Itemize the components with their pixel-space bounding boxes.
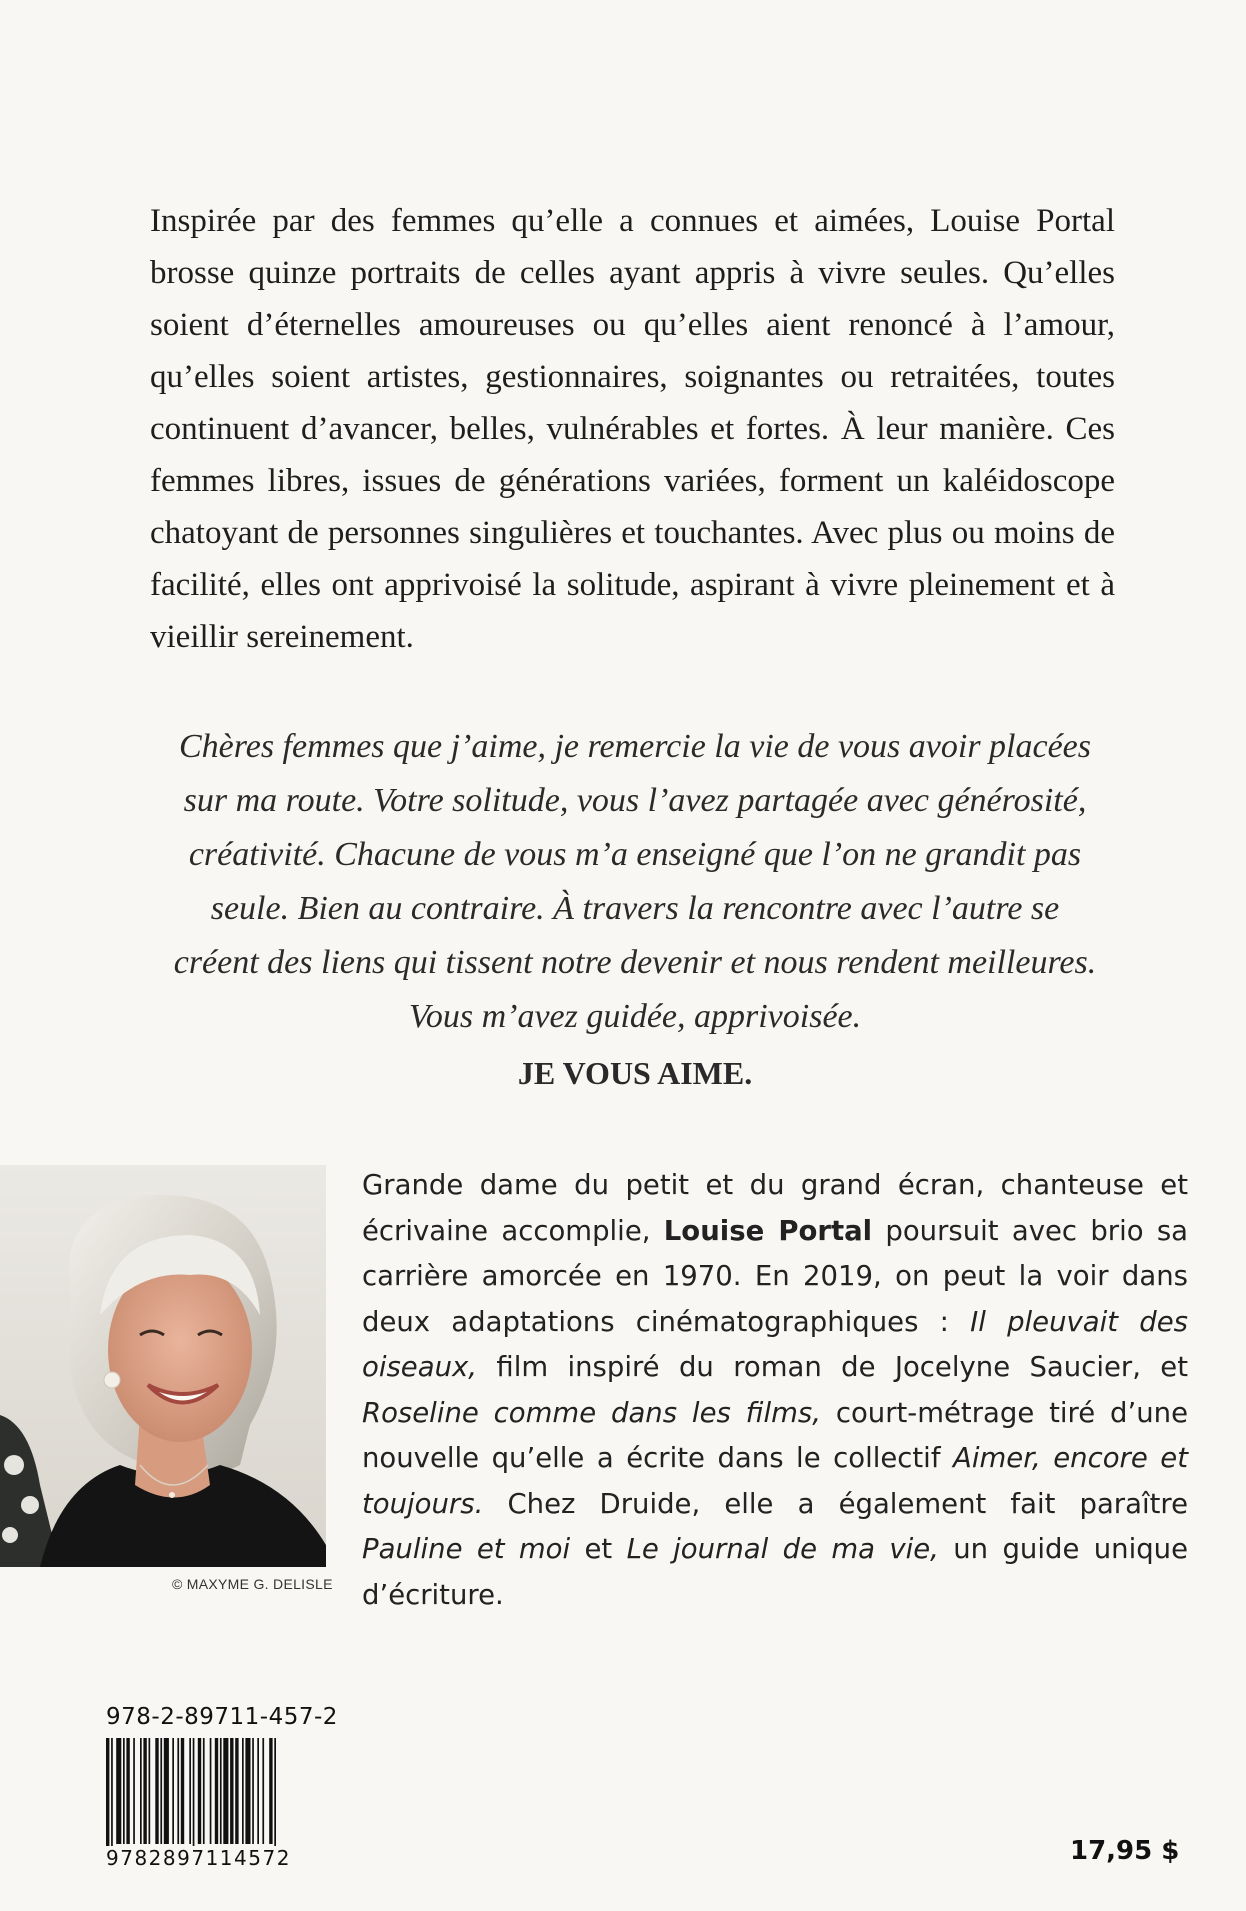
book-title: Le journal de ma vie,: [626, 1533, 939, 1565]
author-name: Louise Portal: [663, 1214, 873, 1247]
barcode-bar: [116, 1738, 121, 1844]
quote-line: Vous m’avez guidée, apprivoisée.: [408, 998, 862, 1035]
barcode-bar: [269, 1738, 272, 1844]
barcode-bar: [181, 1738, 184, 1844]
author-bio: [362, 1163, 1188, 1618]
barcode-bar: [149, 1738, 151, 1844]
bio-text: un guide unique d’écriture.: [362, 1533, 1189, 1611]
author-portrait-image: [0, 1165, 326, 1567]
barcode-bar: [262, 1738, 264, 1844]
barcode-bar: [203, 1738, 205, 1844]
bio-text: et: [570, 1533, 627, 1565]
film-title: Roseline comme dans les films,: [362, 1396, 821, 1429]
author-photo: [0, 1165, 326, 1567]
barcode-bar: [193, 1738, 195, 1860]
barcode-bar: [155, 1738, 158, 1844]
barcode-bar: [230, 1738, 233, 1844]
bio-text: Chez Druide, elle a également fait paraître: [483, 1487, 1188, 1520]
barcode-bar: [210, 1738, 212, 1844]
barcode-bar: [235, 1738, 238, 1844]
quote-line: créativité. Chacune de vous m’a enseigné que l’on ne grandit pas: [188, 836, 1082, 873]
barcode-bar: [274, 1738, 276, 1860]
barcode-bar: [198, 1738, 201, 1844]
bio-text: Grande dame du petit et du grand écran, chanteuse et écrivaine accomplie,: [362, 1169, 1188, 1247]
price: 17,95 $: [1070, 1836, 1180, 1866]
barcode-bar: [172, 1738, 174, 1844]
barcode-bar: [245, 1738, 250, 1844]
barcode-bar: [111, 1738, 113, 1860]
barcode-bar: [215, 1738, 218, 1844]
barcode-bar: [223, 1738, 228, 1844]
barcode-bar: [143, 1738, 146, 1844]
barcode: [104, 1738, 342, 1860]
quote-line: créent des liens qui tissent notre devenir et nous rendent meilleures.: [173, 944, 1097, 981]
barcode-digits: 9782897114572: [106, 1846, 291, 1870]
barcode-bar: [257, 1738, 259, 1844]
barcode-bar: [164, 1738, 169, 1844]
summary-paragraph: Inspirée par des femmes qu’elle a connues et aimées, Louise Portal brosse quinze portraits de celles ayant appris à vivre seules. Qu’elles soient d’éternelles amoureuses ou qu’elles aient renoncé à l’amour, qu’elles soient artistes, gestionnaires, soignantes ou retraitées, toutes continuent d’avancer, belles, vulnérables et fortes. À leur manière. Ces femmes libres, issues de générations variées, forment un kaléidoscope chatoyant de personnes singulières et touchantes. Avec plus ou moins de facilité, elles ont apprivoisé la solitude, aspirant à vivre pleinement et à vieillir sereinement.: [150, 203, 1115, 655]
bio-text: film inspiré du roman de Jocelyne Saucier, et: [477, 1351, 1188, 1383]
author-quote: [100, 720, 1170, 1100]
bio-text: poursuit avec brio sa carrière amorcée en 1970. En 2019, on peut la voir dans deux adaptations cinématographiques :: [362, 1214, 1189, 1338]
book-title: Pauline et moi: [362, 1533, 571, 1565]
book-summary: [150, 195, 1115, 663]
barcode-bar: [177, 1738, 179, 1844]
bio-paragraph: [362, 1163, 1188, 1618]
photo-credit: © MAXYME G. DELISLE: [172, 1576, 333, 1592]
barcode-bar: [242, 1738, 244, 1844]
barcode-bar: [220, 1738, 222, 1844]
barcode-bar: [123, 1738, 125, 1844]
barcode-bar: [140, 1738, 142, 1844]
bio-text: court-métrage tiré d’une nouvelle qu’elle a écrite dans le collectif: [362, 1396, 1188, 1474]
barcode-bar: [252, 1738, 254, 1844]
book-title: Aimer, encore et toujours.: [362, 1442, 1189, 1520]
quote-line: sur ma route. Votre solitude, vous l’avez partagée avec générosité,: [183, 782, 1087, 819]
quote-line: Chères femmes que j’aime, je remercie la vie de vous avoir placées: [178, 728, 1092, 765]
barcode-bar: [160, 1738, 162, 1844]
isbn-number: 978-2-89711-457-2: [106, 1704, 338, 1730]
barcode-bar: [133, 1738, 135, 1844]
barcode-bar: [126, 1738, 129, 1844]
film-title: Il pleuvait des oiseaux,: [362, 1305, 1188, 1383]
barcode-bar: [189, 1738, 191, 1844]
quote-line: seule. Bien au contraire. À travers la rencontre avec l’autre se: [210, 890, 1060, 927]
quote-signature: JE VOUS AIME.: [517, 1055, 753, 1091]
barcode-bar: [106, 1738, 109, 1860]
